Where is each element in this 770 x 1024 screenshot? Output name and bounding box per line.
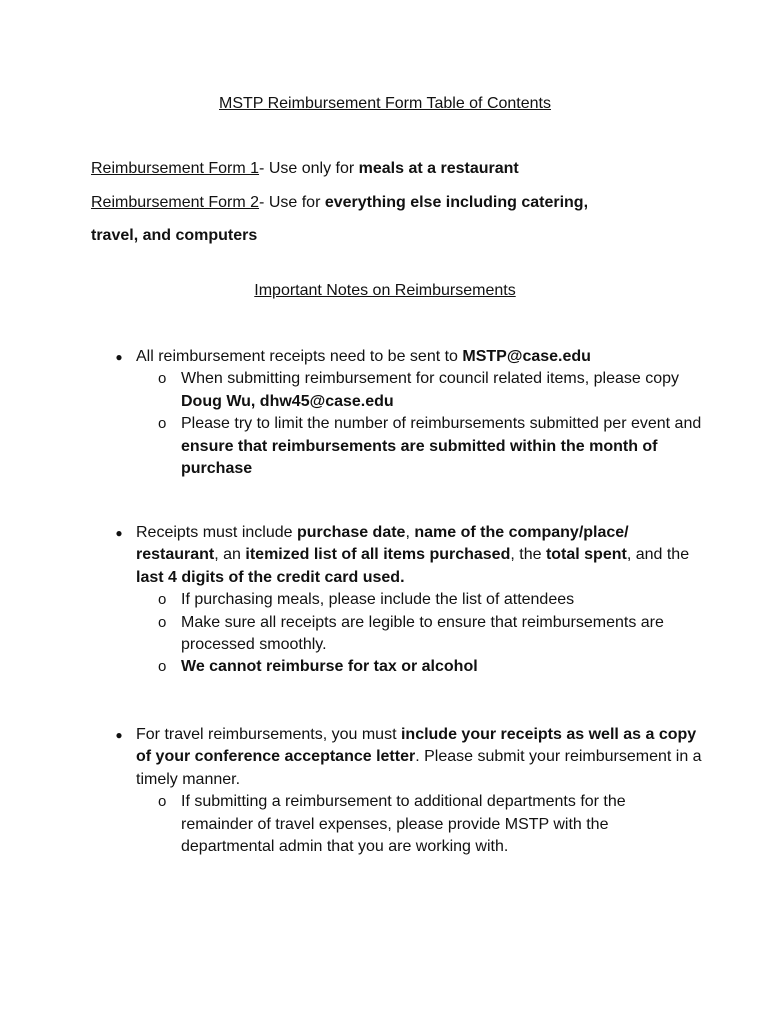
doug-wu-contact: Doug Wu, dhw45@case.edu <box>181 392 394 410</box>
sub-tax-alcohol-text: We cannot reimburse for tax or alcohol <box>181 658 478 676</box>
form-2-line-cont <box>91 226 691 246</box>
form-1-desc: meals at a restaurant <box>358 160 519 177</box>
notes-title: Important Notes on Reimbursements <box>254 282 516 299</box>
sub-2-bold: ensure that reimbursements are submitted within the month of purchase <box>181 437 658 478</box>
bullet-receipt-requirements <box>112 522 702 679</box>
sub-bullet-icon: o <box>158 793 167 811</box>
sub-item-limit <box>158 413 702 480</box>
sub-departments-text: If submitting a reimbursement to additional departments for the remainder of travel expenses, please provide MSTP with the departmental admin that you are working with. <box>181 793 626 856</box>
b3-bold-1: include your receipts as well as a copy of your conference acceptance letter <box>136 726 697 766</box>
b2-bold-4: total spent <box>545 546 627 564</box>
b2-text-4: , the <box>510 546 546 564</box>
form-2-line <box>91 193 691 213</box>
form-2-desc-cont: travel, and computers <box>91 227 258 244</box>
sub-item-departments <box>158 791 702 858</box>
sub-bullet-icon: o <box>158 591 167 609</box>
form-1-line <box>91 159 691 179</box>
sub-bullet-icon: o <box>158 370 167 388</box>
b2-text-1: Receipts must include <box>136 524 297 541</box>
b2-text-5: , and the <box>626 546 690 564</box>
form-2-link[interactable]: Reimbursement Form 2 <box>91 194 260 211</box>
bullet-receipts-email <box>112 346 702 480</box>
b2-bold-3: itemized list of all items purchased <box>245 546 511 564</box>
bullet-icon: ● <box>115 350 123 364</box>
sub-attendees-text: If purchasing meals, please include the list of attendees <box>181 591 575 609</box>
sub-legible-text: Make sure all receipts are legible to ensure that reimbursements are processed smoothly. <box>181 613 664 654</box>
b3-text-2: . Please submit your reimbursement in a timely manner. <box>136 748 702 788</box>
form-1-link[interactable]: Reimbursement Form 1 <box>91 160 260 177</box>
form-1-sep: - Use only for <box>259 160 359 177</box>
b2-text-3: , an <box>214 546 246 564</box>
mstp-email[interactable]: MSTP@case.edu <box>462 348 591 365</box>
sub-bullet-icon: o <box>158 613 167 631</box>
bullet-icon: ● <box>115 728 123 742</box>
sub-item-legible <box>158 612 702 657</box>
sub-item-attendees <box>158 589 702 611</box>
b2-bold-2: name of the company/place/ restaurant <box>136 524 629 564</box>
sub-item-tax-alcohol <box>158 656 702 678</box>
b3-text-1: For travel reimbursements, you must <box>136 726 401 743</box>
bullet-icon: ● <box>115 526 123 540</box>
b2-bold-5: last 4 digits of the credit card used. <box>136 568 405 586</box>
bullet-1-text: All reimbursement receipts need to be sent to <box>136 348 463 365</box>
form-2-sep: - Use for <box>259 194 325 211</box>
b2-bold-1: purchase date <box>296 524 406 541</box>
sub-bullet-icon: o <box>158 415 167 433</box>
bullet-travel <box>112 724 702 858</box>
b2-text-2: , <box>405 524 415 541</box>
sub-item-council <box>158 368 702 413</box>
sub-2-text: Please try to limit the number of reimbursements submitted per event and <box>181 415 702 433</box>
form-2-desc: everything else including catering, <box>324 194 589 211</box>
sub-bullet-icon: o <box>158 658 167 676</box>
sub-1-text: When submitting reimbursement for council related items, please copy <box>181 370 679 388</box>
page-title: MSTP Reimbursement Form Table of Contents <box>219 95 551 112</box>
